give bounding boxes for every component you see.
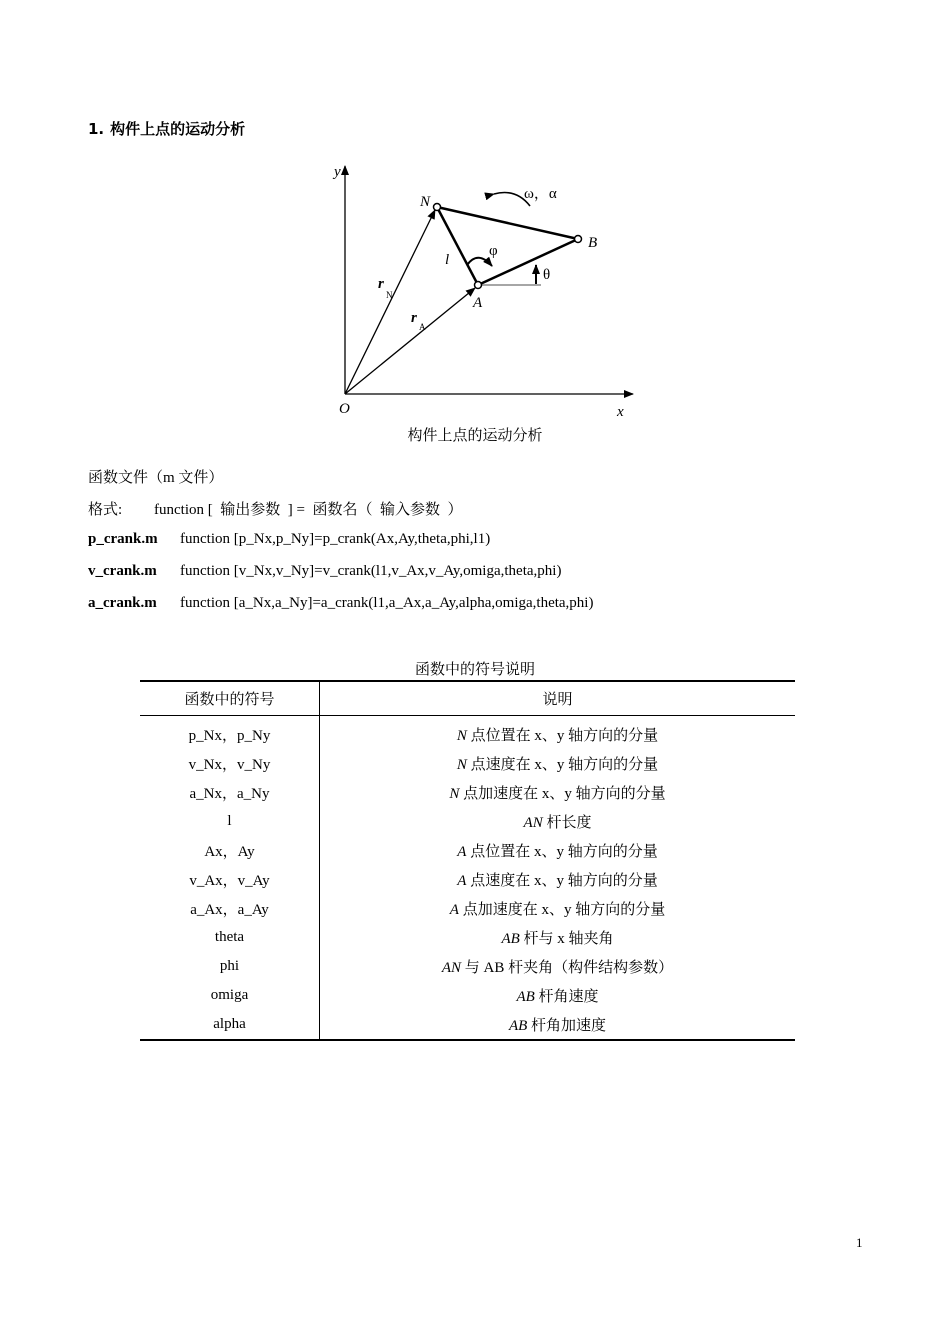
- label-omega-alpha: ω，α: [524, 186, 557, 202]
- function-file-line: 函数文件（m 文件）: [88, 470, 224, 486]
- label-A: A: [473, 295, 483, 311]
- format-line: [88, 498, 462, 519]
- function-name: v_crank.m: [88, 563, 157, 579]
- description-text: 点速度在 x、y 轴方向的分量: [466, 873, 658, 889]
- description-cell: [320, 865, 796, 894]
- symbol-table: [140, 680, 795, 1041]
- description-text: 杆角加速度: [527, 1018, 607, 1034]
- link-NB: [437, 207, 578, 239]
- section-heading: [88, 118, 245, 139]
- description-cell: [320, 1010, 796, 1040]
- table-row: [140, 952, 795, 981]
- description-cell: [320, 952, 796, 981]
- format-label: 格式:: [88, 502, 123, 518]
- format-text: function [ 输出参数 ] = 函数名（ 输入参数 ）: [154, 502, 463, 518]
- function-line: [88, 563, 561, 580]
- function-signature: function [a_Nx,a_Ny]=a_crank(l1,a_Ax,a_Ay,alpha,omiga,theta,phi): [180, 595, 594, 611]
- label-rN-main: r: [378, 276, 384, 292]
- table-row: [140, 716, 795, 750]
- symbol-cell: a_Nx，a_Ny: [140, 778, 320, 807]
- label-rA-sub: A: [419, 322, 426, 332]
- table-caption: 函数中的符号说明: [414, 660, 535, 678]
- table-row: [140, 836, 795, 865]
- symbol-cell: phi: [140, 952, 320, 981]
- function-line: [88, 595, 593, 612]
- vector-rA: [345, 288, 475, 394]
- description-text: 点加速度在 x、y 轴方向的分量: [458, 902, 666, 918]
- symbol-cell: l: [140, 807, 320, 836]
- description-subject: N: [456, 728, 467, 744]
- description-cell: [320, 923, 796, 952]
- label-rN-sub: N: [386, 290, 393, 300]
- label-l: l: [445, 252, 450, 268]
- description-cell: [320, 749, 796, 778]
- header-description: 说明: [320, 681, 796, 716]
- label-N: N: [420, 194, 431, 210]
- function-name: p_crank.m: [88, 531, 158, 547]
- label-x: x: [617, 404, 624, 420]
- figure-caption: 构件上点的运动分析: [407, 426, 543, 444]
- symbol-cell: theta: [140, 923, 320, 952]
- description-cell: [320, 716, 796, 750]
- joint-N: [434, 204, 441, 211]
- description-cell: [320, 981, 796, 1010]
- page-number: 1: [856, 1235, 863, 1250]
- symbol-cell: v_Nx，v_Ny: [140, 749, 320, 778]
- description-text: 点位置在 x、y 轴方向的分量: [466, 844, 658, 860]
- description-text: 杆长度: [542, 815, 592, 831]
- description-text: 与 AB 杆夹角（构件结构参数）: [461, 960, 674, 976]
- description-cell: [320, 807, 796, 836]
- description-subject: N: [456, 757, 467, 773]
- vector-rN: [345, 210, 435, 394]
- table-row: [140, 749, 795, 778]
- symbol-cell: Ax，Ay: [140, 836, 320, 865]
- symbol-cell: alpha: [140, 1010, 320, 1040]
- description-subject: A: [457, 873, 467, 889]
- description-subject: A: [449, 902, 459, 918]
- label-theta: θ: [543, 267, 551, 283]
- table-row: [140, 865, 795, 894]
- label-y: y: [334, 164, 341, 180]
- link-AN: [437, 207, 478, 285]
- function-signature: function [p_Nx,p_Ny]=p_crank(Ax,Ay,theta,phi,l1): [180, 531, 491, 547]
- symbol-cell: a_Ax，a_Ay: [140, 894, 320, 923]
- description-cell: [320, 836, 796, 865]
- kinematic-diagram: [320, 158, 640, 420]
- description-subject: A: [457, 844, 467, 860]
- function-line: [88, 531, 490, 548]
- description-subject: AB: [508, 1018, 528, 1034]
- description-text: 杆与 x 轴夹角: [519, 931, 614, 947]
- label-O: O: [339, 401, 350, 417]
- table-body: [140, 716, 795, 1041]
- description-subject: AN: [441, 960, 462, 976]
- description-cell: [320, 894, 796, 923]
- description-subject: AN: [523, 815, 543, 831]
- description-cell: [320, 778, 796, 807]
- label-rA-main: r: [411, 310, 417, 326]
- description-subject: AB: [516, 989, 535, 1005]
- header-symbol: 函数中的符号: [140, 681, 320, 716]
- label-B: B: [588, 235, 598, 251]
- description-text: 点速度在 x、y 轴方向的分量: [466, 757, 659, 773]
- table-row: [140, 1010, 795, 1040]
- joint-B: [575, 236, 582, 243]
- description-text: 点加速度在 x、y 轴方向的分量: [459, 786, 666, 802]
- function-signature: function [v_Nx,v_Ny]=v_crank(l1,v_Ax,v_Ay,omiga,theta,phi): [180, 563, 562, 579]
- description-text: 点位置在 x、y 轴方向的分量: [466, 728, 659, 744]
- description-subject: AB: [501, 931, 520, 947]
- table-header-row: [140, 681, 795, 716]
- table-row: [140, 778, 795, 807]
- section-number: 1.: [88, 120, 105, 138]
- table-row: [140, 923, 795, 952]
- function-name: a_crank.m: [88, 595, 157, 611]
- section-title: 构件上点的运动分析: [110, 120, 246, 138]
- symbol-cell: omiga: [140, 981, 320, 1010]
- table-row: [140, 894, 795, 923]
- table-row: [140, 807, 795, 836]
- table-row: [140, 981, 795, 1010]
- label-phi: φ: [489, 243, 498, 259]
- description-subject: N: [449, 786, 460, 802]
- symbol-cell: p_Nx，p_Ny: [140, 716, 320, 750]
- description-text: 杆角速度: [534, 989, 599, 1005]
- symbol-cell: v_Ax，v_Ay: [140, 865, 320, 894]
- joint-A: [475, 282, 482, 289]
